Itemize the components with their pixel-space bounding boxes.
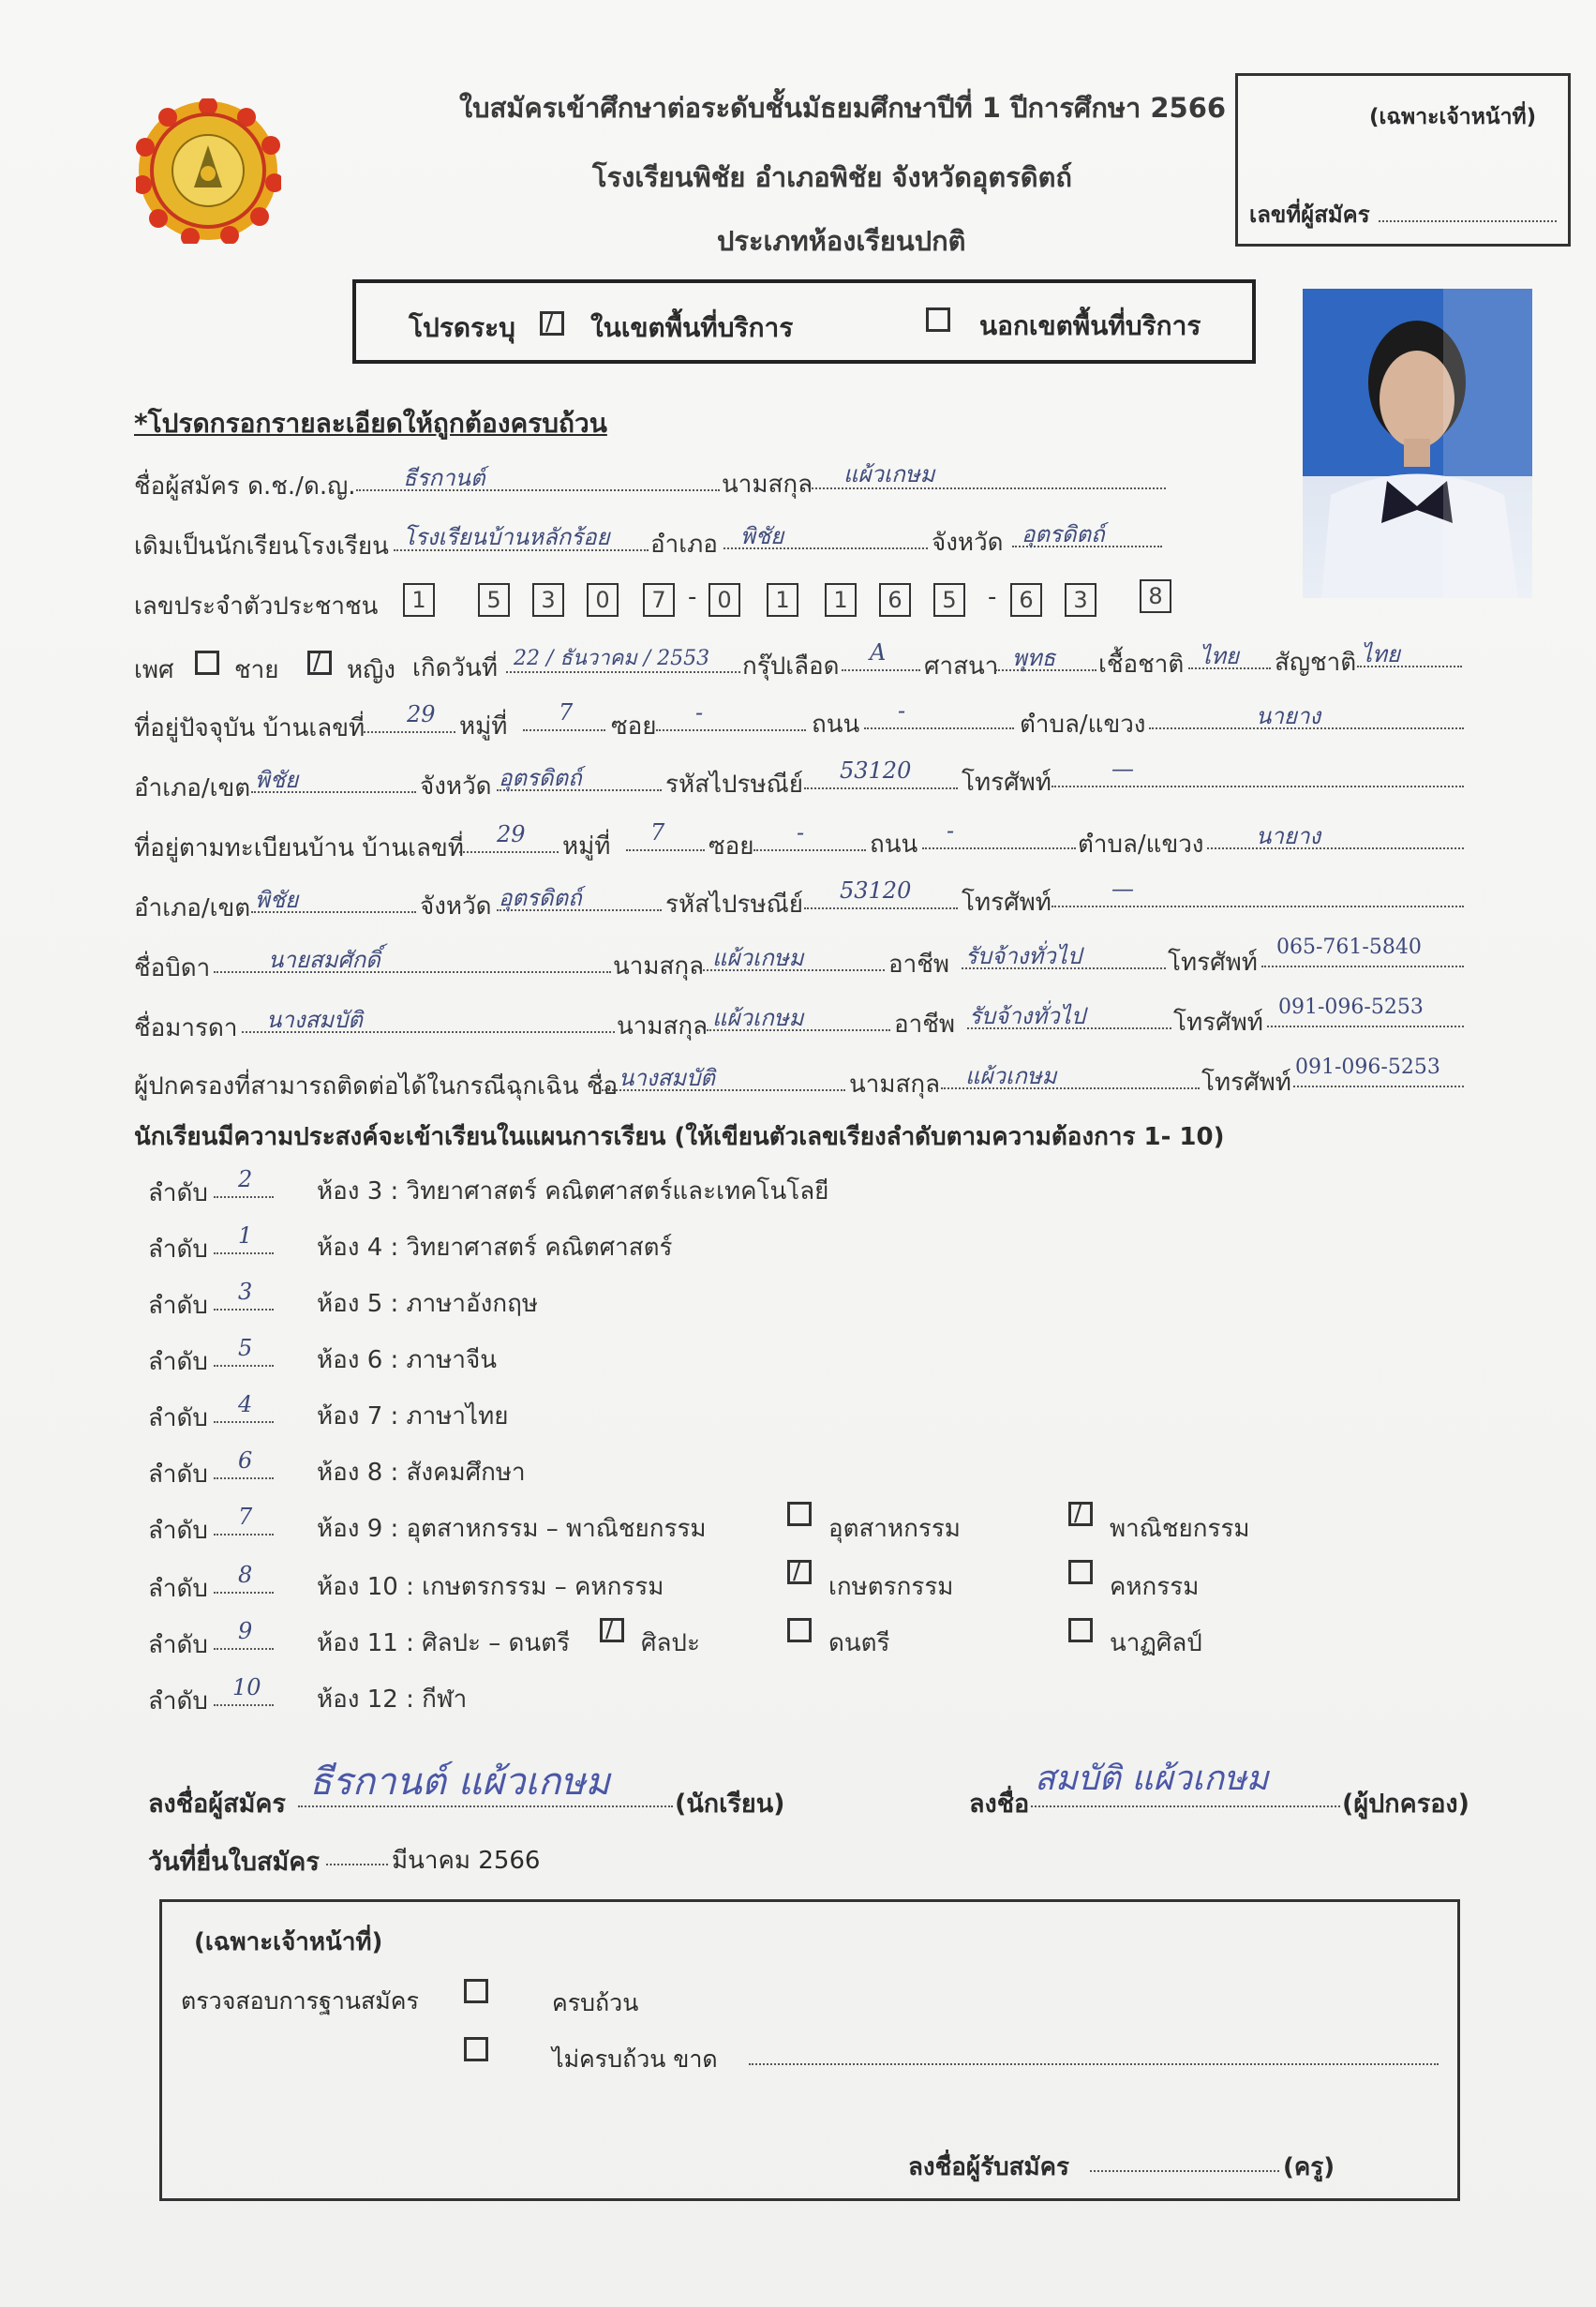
id-digit-box[interactable]: 0	[709, 583, 740, 617]
father-label: ชื่อบิดา	[134, 954, 211, 982]
cur-postcode-label: รหัสไปรษณีย์	[665, 771, 804, 799]
order-label: ลำดับ	[148, 1292, 208, 1320]
room-label: ห้อง 4 : วิทยาศาสตร์ คณิตศาสตร์	[317, 1234, 673, 1262]
parent-role: (ผู้ปกครอง)	[1342, 1790, 1469, 1819]
order-field[interactable]	[214, 1196, 274, 1198]
order-label: ลำดับ	[148, 1236, 208, 1264]
dance-checkbox[interactable]	[1068, 1618, 1093, 1642]
room-label: ห้อง 5 : ภาษาอังกฤษ	[317, 1290, 538, 1318]
option-label: ศิลปะ	[641, 1629, 700, 1657]
receiver-sign-field[interactable]	[1090, 2170, 1279, 2172]
order-field[interactable]	[214, 1365, 274, 1367]
prev-province-label: จังหวัด	[932, 529, 1004, 557]
reg-subdistrict-field[interactable]	[1207, 847, 1464, 849]
order-value: 2	[238, 1166, 253, 1192]
order-label: ลำดับ	[148, 1575, 208, 1603]
order-field[interactable]	[214, 1309, 274, 1311]
religion-label: ศาสนา	[924, 652, 999, 681]
cur-soi-field[interactable]	[656, 729, 806, 731]
order-value: 10	[232, 1674, 261, 1700]
art-checkbox[interactable]	[600, 1618, 624, 1642]
check-docs-label: ตรวจสอบการฐานสมัคร	[181, 1987, 419, 2015]
nationality-value: ไทย	[1361, 641, 1400, 667]
nationality-label: สัญชาติ	[1275, 649, 1357, 677]
reg-moo-value: 7	[650, 819, 665, 846]
reg-moo-field[interactable]	[626, 849, 705, 851]
order-field[interactable]	[214, 1592, 274, 1594]
reg-road-value: -	[947, 817, 955, 844]
father-phone-value: 065-761-5840	[1276, 936, 1422, 959]
parent-sign-label: ลงชื่อ	[969, 1790, 1030, 1819]
male-checkbox[interactable]	[195, 651, 219, 675]
prev-school-label: เดิมเป็นนักเรียนโรงเรียน	[134, 532, 389, 561]
room-label: ห้อง 8 : สังคมศึกษา	[317, 1459, 526, 1487]
incomplete-label: ไม่ครบถ้วน ขาด	[552, 2045, 718, 2073]
option-label: พาณิชยกรรม	[1110, 1515, 1250, 1543]
missing-docs-field[interactable]	[749, 2063, 1439, 2065]
cur-district-value: พิชัย	[255, 767, 299, 793]
cur-subdistrict-value: นายาง	[1256, 703, 1321, 729]
cur-soi-value: -	[695, 699, 704, 726]
form-title: ใบสมัครเข้าศึกษาต่อระดับชั้นมัธยมศึกษาปีที่ 1 ปีการศึกษา 2566	[459, 92, 1227, 124]
order-value: 8	[238, 1562, 253, 1588]
sex-label: เพศ	[134, 656, 174, 684]
surname-label: นามสกุล	[722, 471, 813, 499]
order-value: 9	[238, 1618, 253, 1644]
id-digit-box[interactable]: 5	[478, 583, 510, 617]
agriculture-checkbox[interactable]	[787, 1560, 812, 1584]
reg-postcode-label: รหัสไปรษณีย์	[665, 891, 804, 919]
mother-phone-value: 091-096-5253	[1278, 996, 1424, 1019]
prev-school-value: โรงเรียนบ้านหลักร้อย	[403, 524, 610, 550]
order-value: 6	[238, 1447, 253, 1474]
order-label: ลำดับ	[148, 1348, 208, 1376]
blood-field[interactable]	[842, 669, 920, 671]
room-label: ห้อง 7 : ภาษาไทย	[317, 1402, 509, 1431]
order-label: ลำดับ	[148, 1179, 208, 1207]
staff-only-label: (เฉพาะเจ้าหน้าที่)	[1369, 105, 1537, 129]
cur-postcode-field[interactable]	[804, 787, 958, 789]
option-label: เกษตรกรรม	[828, 1573, 954, 1601]
id-digit-box[interactable]: 1	[825, 583, 857, 617]
guardian-surname-label: นามสกุล	[849, 1071, 941, 1099]
father-surname-value: แผ้วเกษม	[712, 945, 804, 971]
in-area-checkbox[interactable]	[540, 311, 564, 336]
school-seal-icon	[136, 98, 281, 244]
reg-district-value: พิชัย	[255, 887, 299, 913]
id-digit-box[interactable]: 7	[643, 583, 675, 617]
applicant-no-field[interactable]	[1379, 220, 1557, 222]
reg-soi-field[interactable]	[753, 849, 866, 851]
mother-job-label: อาชีพ	[894, 1011, 955, 1039]
father-phone-field[interactable]	[1261, 966, 1464, 967]
cur-phone-value: —	[1111, 756, 1134, 782]
id-separator: -	[688, 583, 697, 611]
birth-value: 22 / ธันวาคม / 2553	[514, 647, 710, 670]
reg-subdistrict-value: นายาง	[1256, 823, 1321, 849]
id-digit-box[interactable]: 1	[767, 583, 798, 617]
cur-road-label: ถนน	[812, 711, 860, 739]
room-label: ห้อง 10 : เกษตรกรรม – คหกรรม	[317, 1573, 664, 1601]
room-label: ห้อง 11 : ศิลปะ – ดนตรี	[317, 1629, 571, 1657]
reg-phone-value: —	[1111, 876, 1134, 902]
plans-heading: นักเรียนมีความประสงค์จะเข้าเรียนในแผนการเรียน (ให้เขียนตัวเลขเรียงลำดับตามความต้องการ 1- 10)	[134, 1123, 1225, 1151]
cur-district-label: อำเภอ/เขต	[134, 774, 251, 802]
ethnicity-value: ไทย	[1200, 643, 1239, 669]
order-label: ลำดับ	[148, 1631, 208, 1659]
industry-checkbox[interactable]	[787, 1502, 812, 1526]
id-separator: -	[988, 583, 997, 611]
ethnicity-label: เชื้อชาติ	[1098, 651, 1185, 679]
female-label: หญิง	[347, 656, 395, 684]
id-digit-box[interactable]: 6	[1010, 583, 1042, 617]
order-field[interactable]	[214, 1704, 274, 1706]
blood-label: กรุ๊ปเลือด	[742, 652, 840, 681]
order-field[interactable]	[214, 1477, 274, 1479]
applicant-sign-label: ลงชื่อผู้สมัคร	[148, 1790, 286, 1819]
staff-only-box	[1235, 73, 1571, 247]
room-label: ห้อง 12 : กีฬา	[317, 1685, 468, 1714]
reg-postcode-field[interactable]	[804, 907, 958, 909]
cur-soi-label: ซอย	[611, 712, 657, 741]
mother-label: ชื่อมารดา	[134, 1014, 238, 1042]
cur-road-field[interactable]	[864, 727, 1014, 729]
room-label: ห้อง 3 : วิทยาศาสตร์ คณิตศาสตร์และเทคโนโลยี	[317, 1177, 829, 1206]
cur-road-value: -	[898, 697, 906, 724]
cur-subdistrict-label: ตำบล/แขวง	[1020, 711, 1146, 739]
mother-surname-value: แผ้วเกษม	[712, 1005, 804, 1031]
receiver-role: (ครู)	[1283, 2153, 1335, 2181]
applicant-photo	[1303, 289, 1532, 598]
order-value: 4	[238, 1391, 253, 1417]
cur-province-label: จังหวัด	[420, 772, 492, 801]
father-job-value: รับจ้างทั่วไป	[965, 943, 1081, 969]
cur-house-field[interactable]	[364, 731, 455, 733]
father-phone-label: โทรศัพท์	[1168, 949, 1258, 977]
option-label: อุตสาหกรรม	[828, 1515, 961, 1543]
out-area-label: นอกเขตพื้นที่บริการ	[979, 310, 1201, 341]
area-select-box	[352, 279, 1256, 364]
id-digit-box[interactable]: 3	[1065, 583, 1096, 617]
reg-soi-label: ซอย	[709, 832, 754, 861]
order-field[interactable]	[214, 1252, 274, 1254]
area-prompt: โปรดระบุ	[409, 312, 515, 343]
reg-house-value: 29	[497, 821, 526, 847]
guardian-name-value: นางสมบัติ	[619, 1065, 715, 1091]
cur-moo-label: หมู่ที่	[459, 712, 508, 741]
staff-section-box	[159, 1899, 1460, 2201]
option-label: ดนตรี	[828, 1629, 890, 1657]
music-checkbox[interactable]	[787, 1618, 812, 1642]
applicant-signature: ธีรกานต์ แผ้วเกษม	[309, 1760, 610, 1804]
reg-subdistrict-label: ตำบล/แขวง	[1078, 831, 1204, 859]
cur-moo-value: 7	[559, 699, 574, 726]
order-field[interactable]	[214, 1534, 274, 1536]
id-digit-box[interactable]: 1	[403, 583, 435, 617]
order-value: 5	[238, 1335, 253, 1361]
cur-province-value: อุตรดิตถ์	[499, 765, 582, 791]
room-label: ห้อง 6 : ภาษาจีน	[317, 1346, 498, 1374]
first-name-value: ธีรกานต์	[403, 465, 485, 491]
id-digit-box[interactable]: 3	[532, 583, 564, 617]
option-label: คหกรรม	[1110, 1573, 1200, 1601]
out-area-checkbox[interactable]	[926, 307, 950, 332]
father-job-label: อาชีพ	[888, 951, 949, 979]
registered-address-label: ที่อยู่ตามทะเบียนบ้าน บ้านเลขที่	[134, 834, 464, 862]
reg-province-label: จังหวัด	[420, 892, 492, 921]
guardian-phone-label: โทรศัพท์	[1201, 1069, 1291, 1097]
complete-label: ครบถ้วน	[552, 1989, 639, 2016]
mother-job-value: รับจ้างทั่วไป	[969, 1003, 1085, 1029]
complete-checkbox[interactable]	[464, 1979, 488, 2003]
student-portrait-icon	[1303, 289, 1532, 598]
name-label: ชื่อผู้สมัคร ด.ช./ด.ญ.	[134, 472, 356, 501]
school-logo	[136, 98, 281, 244]
reg-district-label: อำเภอ/เขต	[134, 894, 251, 922]
class-type: ประเภทห้องเรียนปกติ	[717, 225, 966, 257]
id-digit-box[interactable]: 8	[1140, 579, 1171, 613]
reg-phone-field[interactable]	[1052, 906, 1464, 907]
submit-day-field[interactable]	[326, 1864, 388, 1865]
mother-phone-label: โทรศัพท์	[1173, 1009, 1263, 1037]
cur-house-value: 29	[407, 701, 436, 727]
mother-surname-label: นามสกุล	[617, 1012, 709, 1041]
guardian-surname-value: แผ้วเกษม	[965, 1063, 1057, 1089]
applicant-role: (นักเรียน)	[675, 1790, 785, 1819]
staff-section-title: (เฉพาะเจ้าหน้าที่)	[194, 1928, 383, 1956]
order-label: ลำดับ	[148, 1461, 208, 1489]
cur-phone-field[interactable]	[1052, 786, 1464, 787]
mother-name-value: นางสมบัติ	[266, 1007, 363, 1033]
home-economics-checkbox[interactable]	[1068, 1560, 1093, 1584]
id-digit-box[interactable]: 6	[879, 583, 911, 617]
reg-road-label: ถนน	[870, 831, 918, 859]
reg-phone-label: โทรศัพท์	[962, 889, 1052, 917]
cur-phone-label: โทรศัพท์	[962, 769, 1052, 797]
order-value: 1	[238, 1222, 253, 1249]
father-name-value: นายสมศักดิ์	[268, 947, 380, 973]
reg-postcode-value: 53120	[840, 877, 912, 904]
receiver-sign-label: ลงชื่อผู้รับสมัคร	[908, 2153, 1069, 2181]
order-field[interactable]	[214, 1648, 274, 1650]
order-value: 7	[238, 1504, 253, 1530]
order-label: ลำดับ	[148, 1404, 208, 1432]
reg-province-value: อุตรดิตถ์	[499, 885, 582, 911]
reg-soi-value: -	[797, 819, 805, 846]
cur-postcode-value: 53120	[840, 757, 912, 784]
current-address-label: ที่อยู่ปัจจุบัน บ้านเลขที่	[134, 714, 365, 742]
prev-province-value: อุตรดิตถ์	[1022, 521, 1105, 547]
order-value: 3	[238, 1279, 253, 1305]
order-label: ลำดับ	[148, 1517, 208, 1545]
id-digit-box[interactable]: 5	[933, 583, 965, 617]
mother-phone-field[interactable]	[1267, 1026, 1464, 1027]
male-label: ชาย	[234, 656, 279, 684]
school-name: โรงเรียนพิชัย อำเภอพิชัย จังหวัดอุตรดิตถ์	[592, 161, 1072, 193]
reg-road-field[interactable]	[922, 847, 1076, 849]
id-digit-box[interactable]: 0	[587, 583, 619, 617]
prev-district-value: พิชัย	[740, 523, 784, 549]
cur-moo-field[interactable]	[523, 729, 605, 731]
commerce-checkbox[interactable]	[1068, 1502, 1093, 1526]
guardian-label: ผู้ปกครองที่สามารถติดต่อได้ในกรณีฉุกเฉิน ชื่อ	[134, 1072, 619, 1101]
prev-district-label: อำเภอ	[650, 531, 718, 559]
parent-sign-field[interactable]	[1031, 1805, 1340, 1807]
reg-house-field[interactable]	[459, 851, 559, 853]
in-area-label: ในเขตพื้นที่บริการ	[590, 312, 794, 343]
reg-moo-label: หมู่ที่	[562, 832, 611, 861]
submit-date-label: วันที่ยื่นใบสมัคร	[148, 1848, 320, 1877]
father-surname-label: นามสกุล	[613, 952, 705, 981]
order-field[interactable]	[214, 1421, 274, 1423]
submit-date-value: มีนาคม 2566	[392, 1847, 541, 1875]
order-label: ลำดับ	[148, 1687, 208, 1715]
incomplete-checkbox[interactable]	[464, 2037, 488, 2061]
id-label: เลขประจำตัวประชาชน	[134, 592, 379, 621]
option-label: นาฏศิลป์	[1110, 1629, 1202, 1657]
guardian-phone-value: 091-096-5253	[1295, 1056, 1440, 1079]
female-checkbox[interactable]	[307, 651, 332, 675]
birth-label: เกิดวันที่	[412, 654, 499, 682]
room-label: ห้อง 9 : อุตสาหกรรม – พาณิชยกรรม	[317, 1515, 707, 1543]
surname-value: แผ้วเกษม	[843, 461, 935, 487]
guardian-phone-field[interactable]	[1293, 1086, 1464, 1087]
religion-value: พุทธ	[1012, 645, 1056, 671]
form-instruction: *โปรดกรอกรายละเอียดให้ถูกต้องครบถ้วน	[134, 408, 607, 439]
blood-value: A	[870, 639, 887, 666]
parent-signature: สมบัติ แผ้วเกษม	[1035, 1760, 1269, 1798]
applicant-no-label: เลขที่ผู้สมัคร	[1249, 202, 1370, 228]
